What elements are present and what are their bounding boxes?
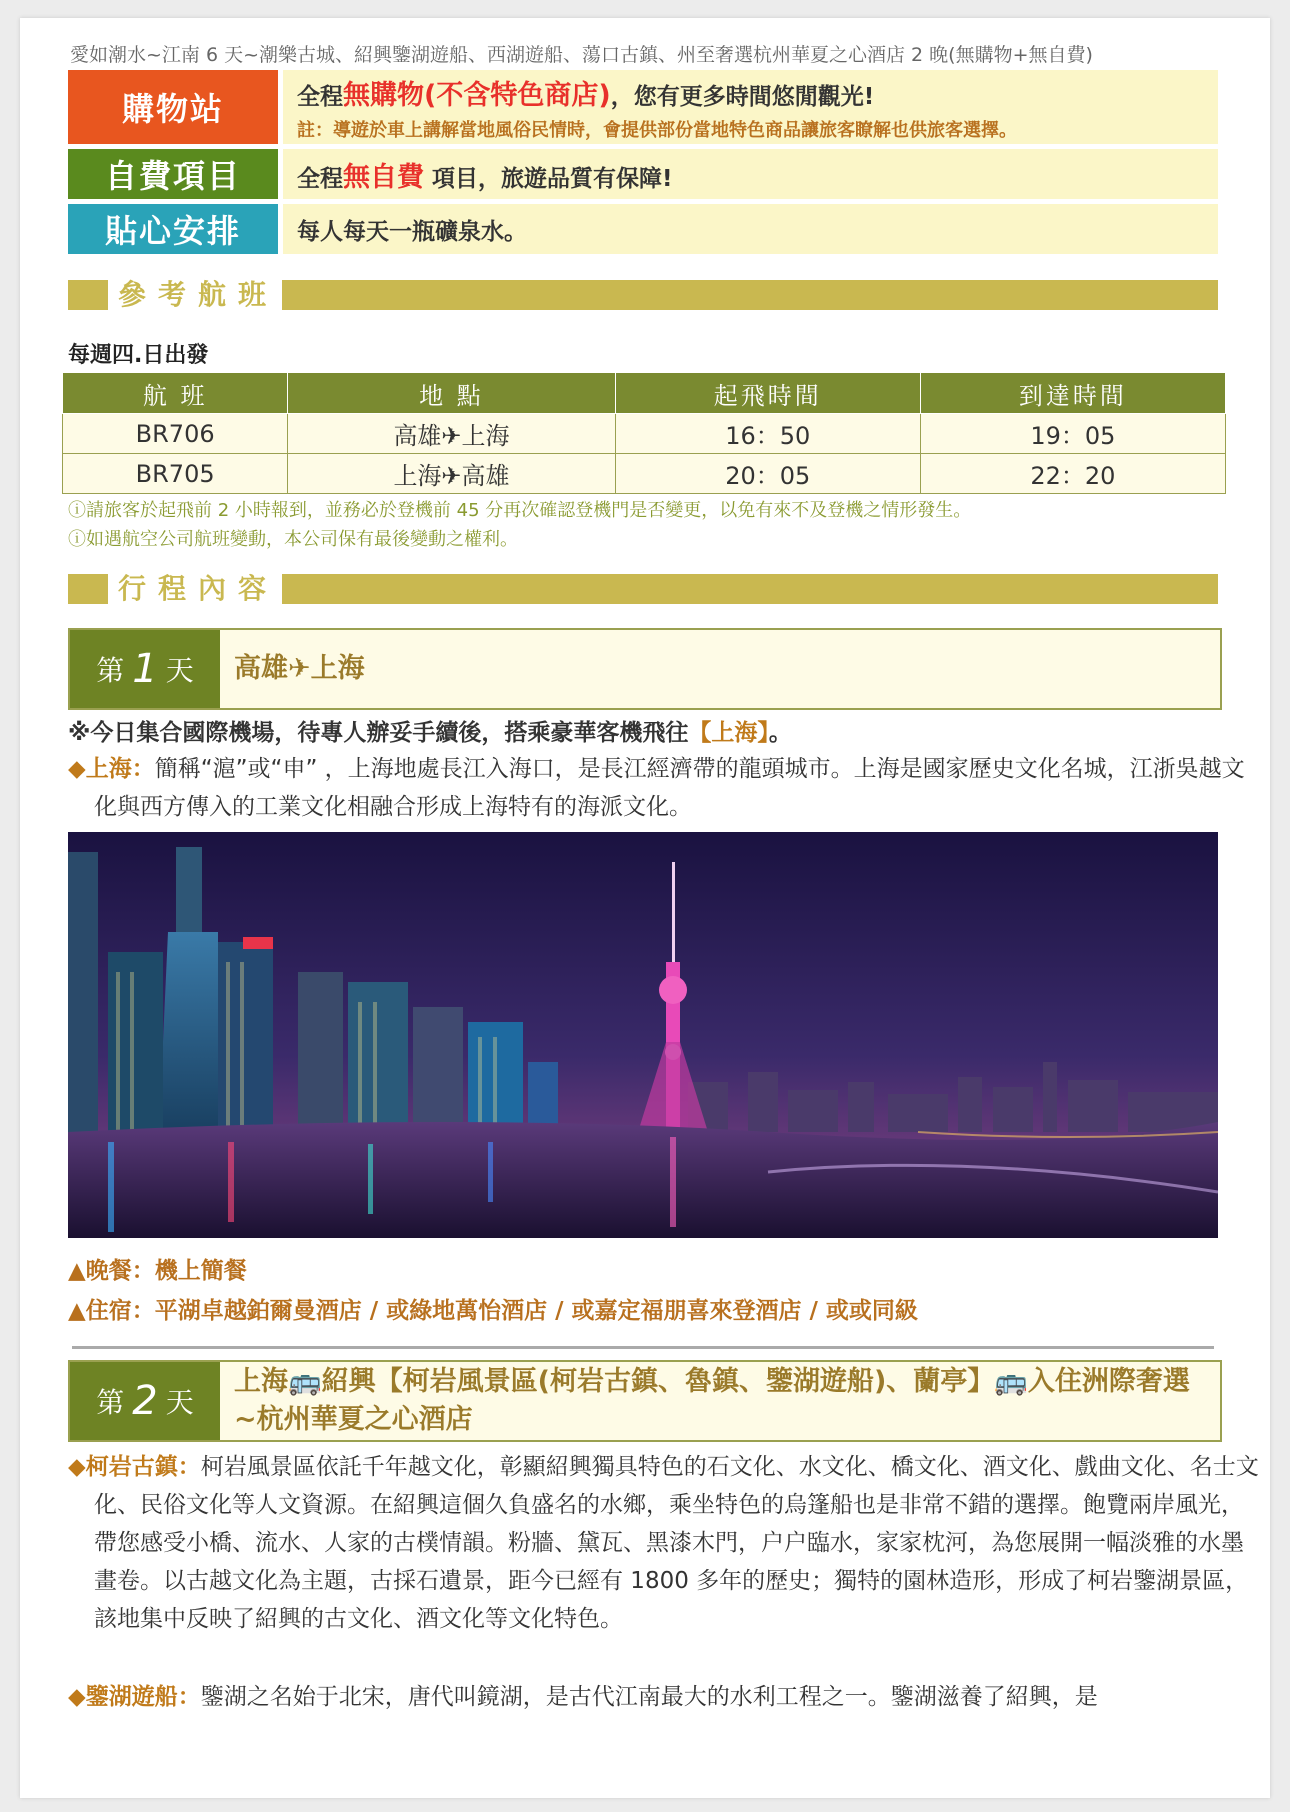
itinerary-section-title: 行程內容 — [108, 570, 282, 608]
shopping-note: 註：導遊於車上講解當地風俗民情時，會提供部份當地特色商品讓旅客瞭解也供旅客選擇。 — [297, 119, 1017, 141]
skyline-illustration — [68, 832, 1218, 1238]
flight-table-header: 航 班 地 點 起飛時間 到達時間 — [63, 373, 1226, 414]
departure-days: 每週四.日出發 — [68, 343, 209, 368]
tour-title-line: 愛如潮水~江南 6 天~潮樂古城、紹興鑒湖遊船、西湖遊船、蕩口古鎮、州至奢選杭州華夏之心酒店 2 晚(無購物+無自費) — [70, 44, 1093, 66]
day-2-title: 上海🚌紹興【柯岩風景區(柯岩古鎮、魯鎮、鑒湖遊船)、蘭亭】🚌入住洲際奢選~杭州華夏之心酒店 — [234, 1366, 1190, 1435]
flight-note: ⓘ請旅客於起飛前 2 小時報到，並務必於登機前 45 分再次確認登機門是否變更，以免有來不及登機之情形發生。 — [68, 500, 972, 521]
day-1-title: 高雄✈上海 — [234, 653, 365, 684]
day-1-intro: ※今日集合國際機場，待專人辦妥手續後，搭乘豪華客機飛往【上海】。 — [68, 720, 792, 746]
day-number-badge: 第 1 天 — [70, 630, 220, 708]
day-1-dinner: ▲晚餐：機上簡餐 — [68, 1258, 247, 1284]
day-number-badge: 第 2 天 — [70, 1362, 220, 1440]
optional-row: 自費項目 全程無自費 項目，旅遊品質有保障! — [68, 149, 1218, 199]
flights-section-header — [68, 280, 1218, 310]
keyan-description: ◆柯岩古鎮：柯岩風景區依託千年越文化，彰顯紹興獨具特色的石文化、水文化、橋文化、酒文化、戲曲文化、名士文化、民俗文化等人文資源。在紹興這個久負盛名的水鄉，乘坐特色的烏篷船也是非常不錯的選擇。飽覽兩岸風光，帶您感受小橋、流水、人家的古樸情韻。粉牆、黛瓦、黑漆木門，户户臨水，家家枕河，為您展開一幅淡雅的水墨畫卷。以古越文化為主題，古採石遺景，距今已經有 1800 多年的歷史；獨特的園林造形，形成了柯岩鑒湖景區，該地集中反映了紹興的古文化、酒文化等文化特色。 — [68, 1454, 1259, 1632]
day-divider — [72, 1346, 1214, 1349]
jianhu-description: ◆鑒湖遊船：鑒湖之名始于北宋，唐代叫鏡湖，是古代江南最大的水利工程之一。鑒湖滋養了紹興，是 — [68, 1684, 1098, 1710]
day-2-header — [68, 1360, 1222, 1442]
shanghai-description: ◆上海：簡稱“滬”或“申” ，上海地處長江入海口，是長江經濟帶的龍頭城市。上海是國家歷史文化名城，江浙吳越文化與西方傳入的工業文化相融合形成上海特有的海派文化。 — [68, 756, 1245, 820]
care-tag: 貼心安排 — [68, 204, 278, 254]
document-page — [20, 18, 1270, 1798]
flight-note: ⓘ如遇航空公司航班變動，本公司保有最後變動之權利。 — [68, 529, 518, 550]
itinerary-section-header — [68, 574, 1218, 604]
shopping-row: 購物站 全程無購物(不含特色商店)，您有更多時間悠閒觀光! 註：導遊於車上講解當地風俗民情時，會提供部份當地特色商品讓旅客瞭解也供旅客選擇。 — [68, 70, 1218, 144]
table-row: BR706 高雄✈上海 16：50 19：05 — [63, 414, 1226, 454]
shanghai-skyline-photo — [68, 832, 1218, 1238]
optional-tag: 自費項目 — [68, 149, 278, 199]
no-optional-highlight: 無自費 — [343, 161, 424, 193]
table-row: BR705 上海✈高雄 20：05 22：20 — [63, 454, 1226, 494]
flights-section-title: 參考航班 — [108, 276, 282, 314]
flight-table — [62, 372, 1226, 494]
no-shopping-highlight: 無購物(不含特色商店) — [343, 79, 611, 111]
day-1-hotel: ▲住宿：平湖卓越鉑爾曼酒店 / 或綠地萬怡酒店 / 或嘉定福朋喜來登酒店 / 或或同級 — [68, 1298, 918, 1324]
care-row — [68, 204, 1218, 254]
care-text: 每人每天一瓶礦泉水。 — [297, 218, 527, 245]
day-1-header — [68, 628, 1222, 710]
shopping-tag: 購物站 — [68, 70, 278, 144]
